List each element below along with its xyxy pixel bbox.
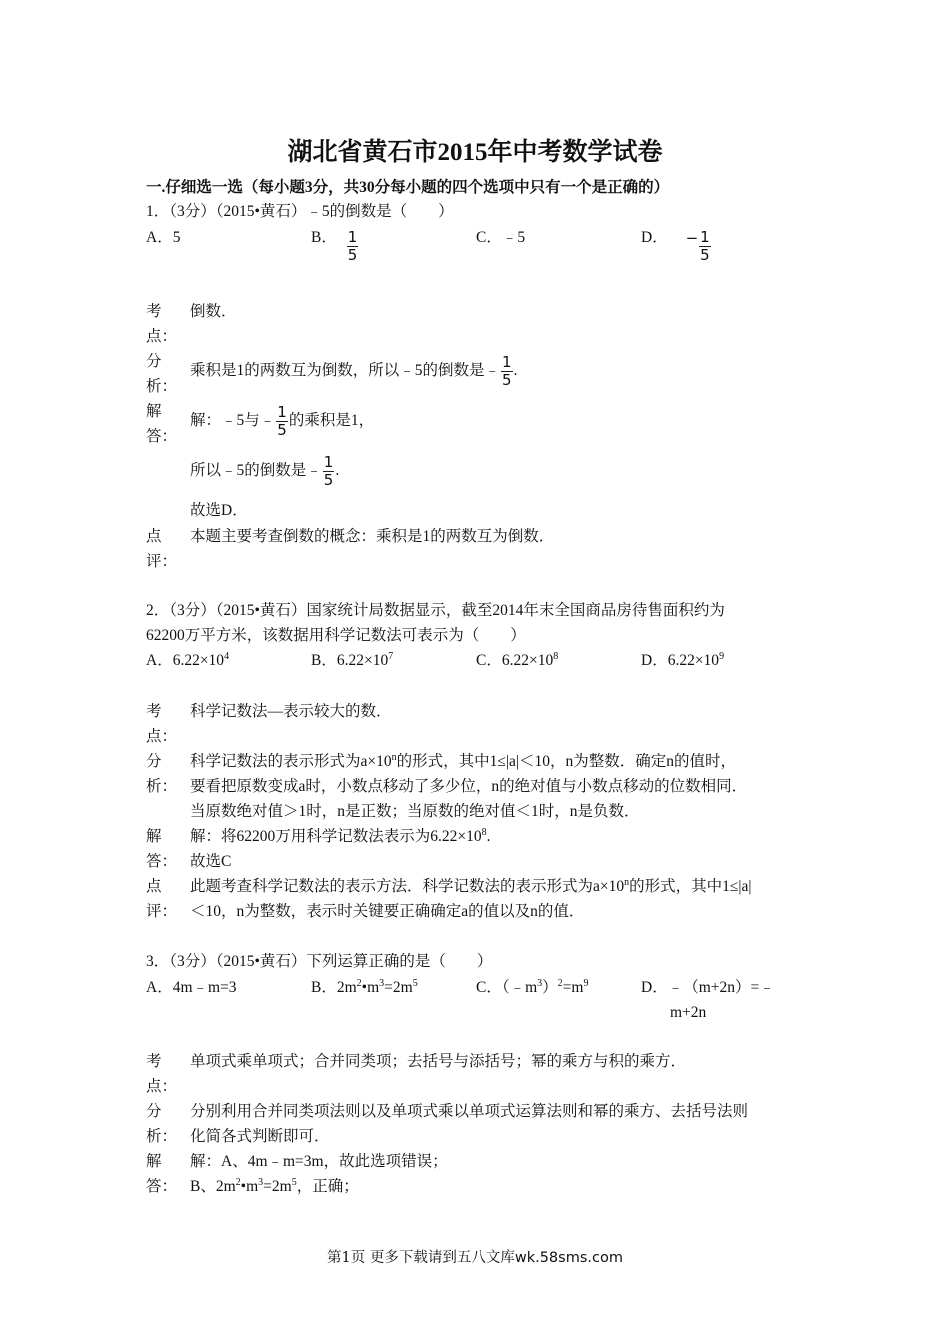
text: 此题考查科学记数法的表示方法．科学记数法的表示形式为a×10 [190, 878, 625, 895]
q3-option-c [476, 978, 588, 998]
q1-jieda-text: 解：﹣5与﹣ [190, 412, 276, 430]
q3-fenxi-line2: 化简各式判断即可． [190, 1128, 330, 1145]
exponent: 5 [412, 978, 418, 989]
text: 的形式，其中1≤|a| [629, 878, 752, 895]
text: B．2m [311, 979, 357, 996]
q2-option-a [146, 651, 229, 671]
option-text: C．6.22×10 [476, 652, 554, 669]
exponent: 9 [719, 651, 725, 662]
q1-dianping: 本题主要考查倒数的概念：乘积是1的两数互为倒数． [190, 528, 555, 545]
label-fen: 分 [146, 753, 162, 770]
label-da: 答： [146, 428, 178, 445]
q3-option-a: A．4m﹣m=3 [146, 979, 237, 996]
label-ping: 评： [146, 903, 178, 920]
q1-option-a: A．5 [146, 229, 181, 246]
label-jie: 解 [146, 828, 162, 845]
q2-dianping-line2: ＜10，n为整数，表示时关键要正确确定a的值以及n的值． [190, 903, 585, 920]
text: ，正确； [296, 1178, 359, 1195]
text: 的形式，其中1≤|a|＜10，n为整数．确定n的值时， [396, 753, 736, 770]
q1-option-d-fraction [699, 229, 711, 264]
label-jie: 解 [146, 1153, 162, 1170]
text: ） [542, 979, 558, 996]
q2-stem-line1: 2．（3分）（2015•黄石）国家统计局数据显示，截至2014年末全国商品房待售面积约为 [146, 602, 725, 619]
option-text: A．6.22×10 [146, 652, 225, 669]
exponent: 5 [291, 1177, 297, 1188]
q2-fenxi-line1 [190, 752, 736, 772]
option-text: B．6.22×10 [311, 652, 389, 669]
fraction-denominator: 5 [347, 246, 358, 264]
q1-jieda-line2 [190, 454, 339, 489]
label-dian: 点： [146, 1078, 178, 1095]
exponent: 3 [379, 978, 385, 989]
q3-kaodian: 单项式乘单项式；合并同类项；去括号与添括号；幂的乘方与积的乘方． [190, 1053, 687, 1070]
text: 科学记数法的表示形式为a×10 [190, 753, 392, 770]
q2-option-b [311, 651, 393, 671]
q1-jieda-text: 的乘积是1， [288, 412, 375, 430]
label-dian: 点： [146, 328, 178, 345]
q3-stem: 3．（3分）（2015•黄石）下列运算正确的是（ ） [146, 953, 493, 970]
footer-link[interactable]: wk.58sms.com [514, 1250, 623, 1266]
section-heading: 一.仔细选一选（每小题3分，共30分每小题的四个选项中只有一个是正确的） [146, 179, 670, 196]
q3-option-d-line1: D．﹣（m+2n）=﹣ [641, 979, 775, 996]
exponent: 3 [537, 978, 543, 989]
text: •m [361, 979, 380, 996]
period: . [335, 462, 340, 480]
q3-fenxi-line1: 分别利用合并同类项法则以及单项式乘以单项式运算法则和幂的乘方、去括号法则 [190, 1103, 749, 1120]
text: •m [240, 1178, 259, 1195]
fraction [276, 404, 288, 439]
minus-sign: − [685, 229, 699, 248]
exponent: 7 [388, 651, 394, 662]
text: =2m [384, 979, 413, 996]
fraction-denominator: 5 [277, 421, 287, 439]
q1-option-b [311, 228, 359, 264]
q2-dianping-line1 [190, 877, 751, 897]
fraction [323, 454, 335, 489]
fraction [501, 354, 513, 389]
label-xi: 析： [146, 778, 178, 795]
exponent: 4 [224, 651, 230, 662]
q2-fenxi-line2: 要看把原数变成a时，小数点移动了多少位，n的绝对值与小数点移动的位数相同． [190, 778, 748, 795]
label-xi: 析： [146, 378, 178, 395]
label-ping: 评： [146, 553, 178, 570]
fraction-numerator: 1 [700, 228, 710, 246]
q1-stem: 1．（3分）（2015•黄石）﹣5的倒数是（ ） [146, 203, 454, 220]
text: =m [562, 979, 584, 996]
label-fen: 分 [146, 1103, 162, 1120]
q2-option-c [476, 651, 558, 671]
fraction-numerator: 1 [323, 453, 334, 471]
q3-jieda-line1: 解：A、4m﹣m=3m，故此选项错误； [190, 1153, 448, 1170]
label-da: 答： [146, 853, 178, 870]
q3-option-d-line2: m+2n [670, 1004, 707, 1021]
footer-text: 第1页 更多下载请到五八文库 [327, 1250, 515, 1266]
period: . [513, 362, 518, 380]
fraction-numerator: 1 [347, 228, 358, 246]
text: =2m [263, 1178, 292, 1195]
q1-option-b-label: B． [311, 229, 337, 246]
label-dian: 点： [146, 728, 178, 745]
q2-jieda-line1 [190, 827, 491, 847]
q3-option-b [311, 978, 418, 998]
label-da: 答： [146, 1178, 178, 1195]
fraction-numerator: 1 [502, 353, 512, 371]
q1-jieda-text: 所以﹣5的倒数是﹣ [190, 462, 322, 480]
q1-kaodian: 倒数． [190, 303, 237, 320]
period: . [486, 828, 491, 845]
q2-stem-line2: 62200万平方米，该数据用科学记数法可表示为（ ） [146, 627, 526, 644]
option-text: D．6.22×10 [641, 652, 720, 669]
fraction-denominator: 5 [323, 471, 334, 489]
exponent: n [624, 877, 630, 888]
q1-jieda-line1 [190, 404, 374, 439]
q1-option-b-fraction [347, 229, 359, 264]
text: 解：将62200万用科学记数法表示为6.22×10 [190, 828, 482, 845]
exponent: n [391, 752, 397, 763]
label-kao: 考 [146, 303, 162, 320]
q2-fenxi-line3: 当原数绝对值＞1时，n是正数；当原数的绝对值＜1时，n是负数． [190, 803, 640, 820]
label-kao: 考 [146, 1053, 162, 1070]
q1-option-d [641, 228, 712, 264]
exponent: 2 [356, 978, 362, 989]
fraction-denominator: 5 [700, 246, 710, 264]
q3-jieda-line2 [190, 1177, 359, 1197]
exponent: 9 [583, 978, 589, 989]
q2-option-d [641, 651, 724, 671]
page-footer [0, 1246, 950, 1267]
page-title: 湖北省黄石市2015年中考数学试卷 [287, 139, 663, 166]
exponent: 2 [235, 1177, 241, 1188]
label-jie: 解 [146, 403, 162, 420]
text: B、2m [190, 1178, 236, 1195]
fraction-denominator: 5 [502, 371, 512, 389]
exponent: 8 [481, 827, 487, 838]
label-dian2: 点 [146, 528, 162, 545]
q1-fenxi-text: 乘积是1的两数互为倒数，所以﹣5的倒数是﹣ [190, 362, 501, 380]
q1-option-c: C．﹣5 [476, 229, 526, 246]
fraction-numerator: 1 [277, 403, 287, 421]
exponent: 8 [553, 651, 559, 662]
label-xi: 析： [146, 1128, 178, 1145]
label-fen: 分 [146, 353, 162, 370]
q1-jieda-line3: 故选D． [190, 502, 248, 519]
label-kao: 考 [146, 703, 162, 720]
q2-kaodian: 科学记数法—表示较大的数． [190, 703, 392, 720]
exponent: 3 [258, 1177, 264, 1188]
exponent: 2 [557, 978, 563, 989]
text: C．（﹣m [476, 979, 538, 996]
label-dian2: 点 [146, 878, 162, 895]
q1-fenxi [190, 354, 517, 389]
q1-option-d-label: D． [641, 229, 668, 246]
q2-jieda-line2: 故选C [190, 853, 232, 870]
